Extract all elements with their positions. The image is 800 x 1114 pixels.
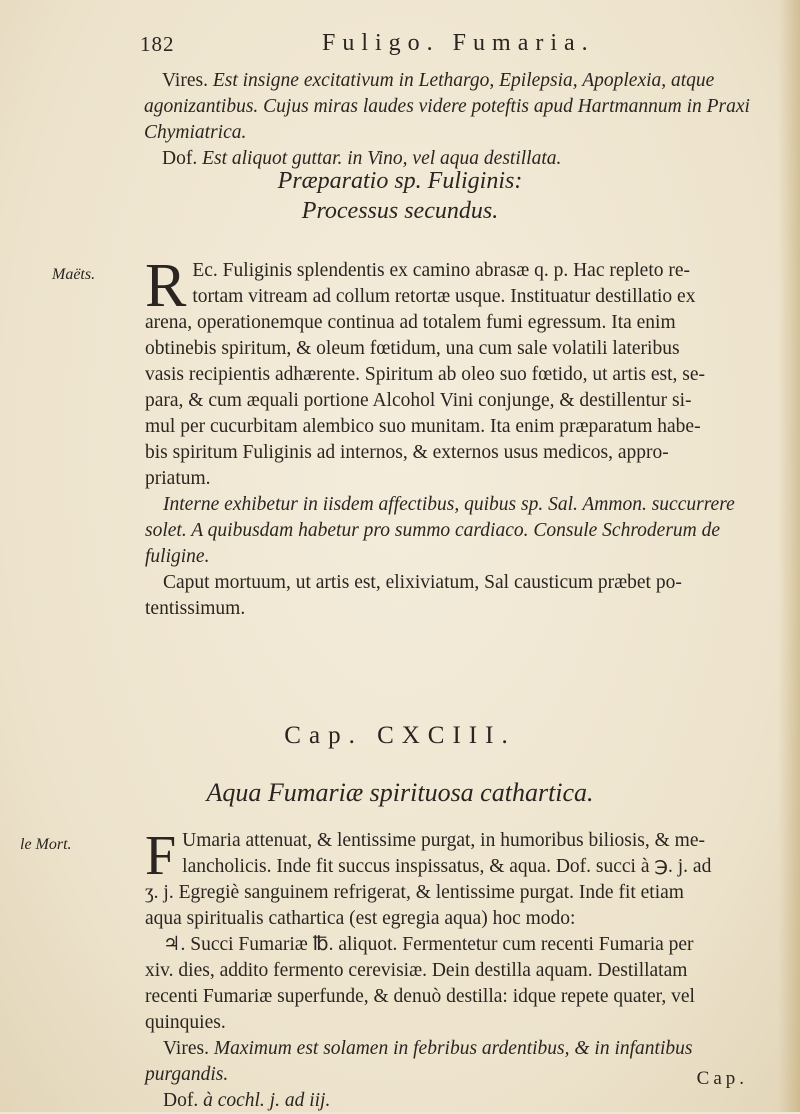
text-line: fuligine. xyxy=(145,546,210,567)
text-line: Dof. à cochl. j. ad iij. xyxy=(163,1090,331,1111)
margin-note: le Mort. xyxy=(20,836,72,853)
text-line: purgandis. xyxy=(145,1064,229,1085)
text-line: quinquies. xyxy=(145,1012,226,1033)
text-line: ♃. Succi Fumariæ ℔. aliquot. Fermentetur cum recenti Fumaria per xyxy=(163,934,694,955)
chapter-title: Aqua Fumariæ spirituosa cathartica. xyxy=(206,778,594,807)
text-line: Vires. Maximum est solamen in febribus ardentibus, & in infantibus xyxy=(163,1038,693,1059)
text-line: recenti Fumariæ superfunde, & denuò destilla: idque repete quater, vel xyxy=(145,986,695,1007)
margin-note: Maëts. xyxy=(52,266,96,283)
text-line: aqua spiritualis cathartica (est egregia aqua) hoc modo: xyxy=(145,908,576,929)
recipe-paragraph xyxy=(145,252,757,622)
running-head: Fuligo. Fumaria. xyxy=(322,30,595,56)
text-line: lancholicis. Inde fit succus inspissatus, & aqua. Dof. succi à ℈. j. ad xyxy=(182,856,712,877)
text-line: xiv. dies, addito fermento cerevisiæ. Dein destilla aquam. Destillatam xyxy=(145,960,688,981)
text-line: ʒ. j. Egregiè sanguinem refrigerat, & lentissime purgat. Inde fit etiam xyxy=(145,882,684,903)
text-line: mul per cucurbitam alembico suo munitam. Ita enim præparatum habe- xyxy=(145,416,701,437)
text-line: Ec. Fuliginis splendentis ex camino abrasæ q. p. Hac repleto re- xyxy=(192,260,691,281)
text-line: Vires. Est insigne excitativum in Lethargo, Epilepsia, Apoplexia, atque xyxy=(162,70,715,91)
vires-paragraph xyxy=(144,68,758,172)
fumaria-paragraph xyxy=(145,825,757,1114)
text-line: Chymiatrica. xyxy=(144,122,247,143)
page-number: 182 xyxy=(140,32,175,56)
section-title: Præparatio sp. Fuliginis: xyxy=(277,168,523,194)
text-line: para, & cum æquali portione Alcohol Vini conjunge, & destillentur si- xyxy=(145,390,692,411)
text-line: tortam vitream ad collum retortæ usque. Instituatur destillatio ex xyxy=(192,286,696,307)
text-line: solet. A quibusdam habetur pro summo cardiaco. Consule Schroderum de xyxy=(145,520,721,541)
text-line: Dof. Est aliquot guttar. in Vino, vel aqua destillata. xyxy=(162,148,562,169)
drop-capital: F xyxy=(145,825,177,887)
drop-capital: R xyxy=(145,252,187,320)
text-line: arena, operationemque continua ad totalem fumi egressum. Ita enim xyxy=(145,312,676,333)
text-line: obtinebis spiritum, & oleum fœtidum, una cum sale volatili lateribus xyxy=(145,338,680,359)
text-line: Interne exhibetur in iisdem affectibus, quibus sp. Sal. Ammon. succurrere xyxy=(163,494,735,515)
chapter-heading: Cap. CXCIII. xyxy=(284,722,516,749)
text-line: Umaria attenuat, & lentissime purgat, in humoribus biliosis, & me- xyxy=(182,830,705,851)
text-line: bis spiritum Fuliginis ad internos, & externos usus medicos, appro- xyxy=(145,442,669,463)
catchword: Cap. xyxy=(696,1068,748,1089)
text-line: Caput mortuum, ut artis est, elixiviatum, Sal causticum præbet po- xyxy=(163,572,682,593)
text-line: agonizantibus. Cujus miras laudes videre poteftis apud Hartmannum in Praxi xyxy=(144,96,750,117)
text-line: vasis recipientis adhærente. Spiritum ab oleo suo fœtido, ut artis est, se- xyxy=(145,364,705,385)
text-line: priatum. xyxy=(145,468,211,489)
section-subtitle: Processus secundus. xyxy=(301,198,499,224)
page-header xyxy=(0,30,800,62)
text-line: tentissimum. xyxy=(145,598,246,619)
page-edge-shadow xyxy=(778,0,800,1112)
